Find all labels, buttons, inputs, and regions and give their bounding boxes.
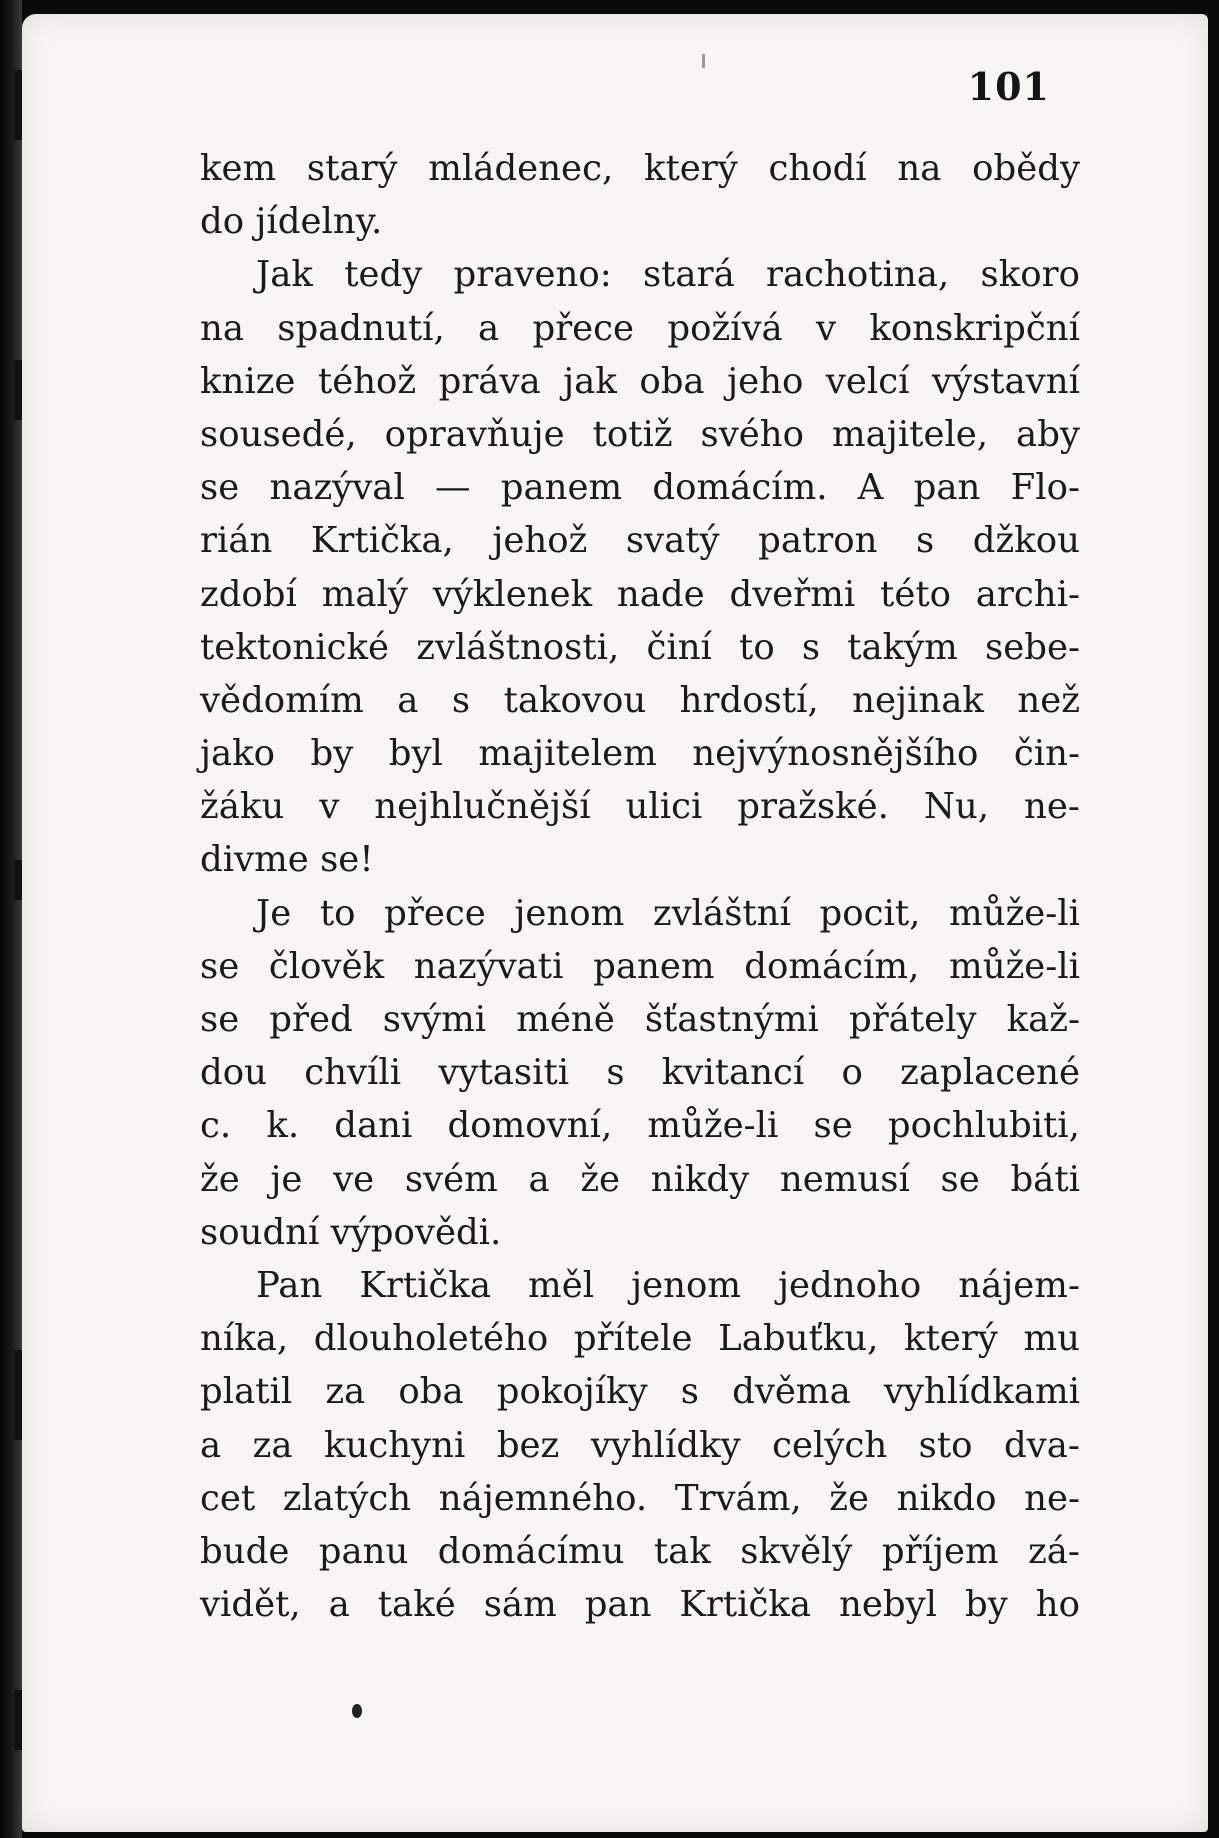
text-line-content: zdobí malý výklenek nade dveřmi této archi-	[200, 573, 1080, 615]
text-line-content: tektonické zvláštnosti, činí to s takým sebe-	[200, 626, 1080, 668]
text-line-content: Je to přece jenom zvláštní pocit, může-li	[256, 892, 1080, 934]
text-line	[200, 887, 1080, 940]
text-line	[200, 408, 1080, 461]
text-line-content: platil za oba pokojíky s dvěma vyhlídkami	[200, 1371, 1080, 1413]
text-line-content: vidět, a také sám pan Krtička nebyl by ho	[200, 1584, 1080, 1626]
text-line	[200, 142, 1080, 195]
text-line-content: bude panu domácímu tak skvělý příjem zá-	[200, 1530, 1080, 1572]
text-line	[200, 621, 1080, 674]
text-line	[200, 1525, 1080, 1578]
text-line-content: vědomím a s takovou hrdostí, nejinak než	[200, 679, 1080, 721]
text-line	[200, 1419, 1080, 1472]
text-line	[200, 461, 1080, 514]
text-line-content: cet zlatých nájemného. Trvám, že nikdo ne-	[200, 1477, 1080, 1519]
text-line-content: Pan Krtička měl jenom jednoho nájem-	[256, 1264, 1080, 1306]
text-line-content: Jak tedy praveno: stará rachotina, skoro	[256, 254, 1080, 296]
text-line	[200, 727, 1080, 780]
text-line-content: soudní výpovědi.	[200, 1211, 502, 1253]
text-line-content: žáku v nejhlučnější ulici pražské. Nu, ne-	[200, 786, 1080, 828]
text-line-content: se člověk nazývati panem domácím, může-li	[200, 945, 1080, 987]
text-line-content: se před svými méně šťastnými přátely kaž-	[200, 999, 1080, 1040]
book-page	[22, 14, 1208, 1832]
text-line	[200, 1312, 1080, 1365]
text-line-content: sousedé, opravňuje totiž svého majitele, aby	[200, 413, 1080, 455]
text-line	[200, 1206, 1080, 1259]
text-line	[200, 993, 1080, 1046]
paper-speck	[702, 54, 705, 68]
ink-speck	[352, 1704, 362, 1718]
text-line-content: kem starý mládenec, který chodí na obědy	[200, 148, 1080, 189]
book-binding-edge	[0, 0, 22, 1838]
text-line	[200, 674, 1080, 727]
text-line	[200, 195, 1080, 248]
text-line	[200, 780, 1080, 833]
text-line	[200, 1099, 1080, 1152]
text-line	[200, 1578, 1080, 1631]
text-line-content: do jídelny.	[200, 201, 383, 243]
text-line-content: c. k. dani domovní, může-li se pochlubiti,	[200, 1105, 1080, 1147]
text-line	[200, 1472, 1080, 1525]
text-line	[200, 1365, 1080, 1418]
text-line-content: rián Krtička, jehož svatý patron s džkou	[200, 520, 1080, 562]
text-line-content: jako by byl majitelem nejvýnosnějšího čin-	[200, 733, 1080, 775]
text-line	[200, 248, 1080, 301]
text-line	[200, 568, 1080, 621]
text-line-content: na spadnutí, a přece požívá v konskripční	[200, 307, 1080, 349]
text-line	[200, 1259, 1080, 1312]
text-line	[200, 940, 1080, 993]
text-line	[200, 1153, 1080, 1206]
page-number: 101	[967, 64, 1050, 109]
text-line-content: divme se!	[200, 839, 374, 881]
text-line	[200, 302, 1080, 355]
text-line	[200, 833, 1080, 886]
text-line	[200, 514, 1080, 567]
text-line-content: se nazýval — panem domácím. A pan Flo-	[200, 467, 1080, 509]
text-line-content: níka, dlouholetého přítele Labuťku, který mu	[200, 1318, 1080, 1360]
text-line-content: knize téhož práva jak oba jeho velcí výstavní	[200, 360, 1080, 402]
text-line	[200, 355, 1080, 408]
text-line	[200, 1046, 1080, 1099]
text-line-content: a za kuchyni bez vyhlídky celých sto dva-	[200, 1424, 1080, 1466]
text-line-content: dou chvíli vytasiti s kvitancí o zaplacené	[200, 1052, 1080, 1094]
body-text	[200, 142, 1080, 1631]
text-line-content: že je ve svém a že nikdy nemusí se báti	[200, 1158, 1080, 1200]
